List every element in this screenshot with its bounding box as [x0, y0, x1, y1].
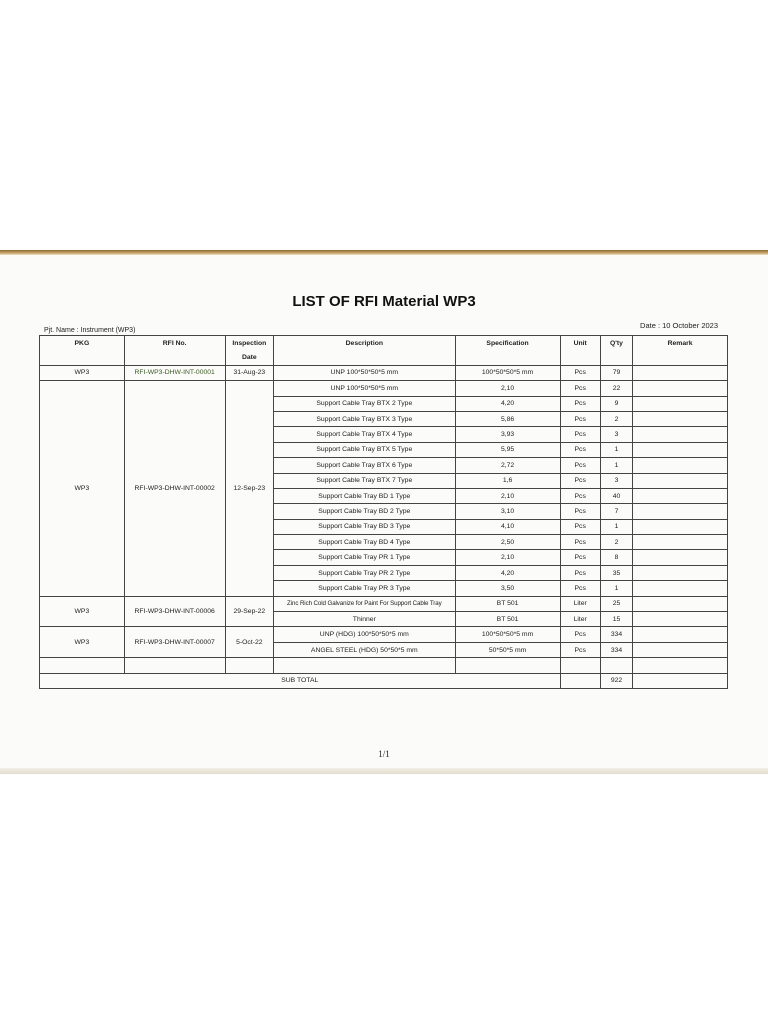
header-row-1 [40, 336, 728, 351]
remark-cell [633, 442, 728, 457]
header-unit: Unit [560, 336, 600, 366]
rfi-no-cell: RFI-WP3-DHW-INT-00001 [124, 365, 225, 380]
specification-cell: 2,10 [455, 488, 560, 503]
subtotal-value: 922 [600, 673, 632, 688]
unit-cell: Pcs [560, 504, 600, 519]
unit-cell: Liter [560, 596, 600, 611]
description-cell: Support Cable Tray BD 3 Type [274, 519, 456, 534]
qty-cell: 35 [600, 565, 632, 580]
unit-cell: Pcs [560, 550, 600, 565]
description-cell: Support Cable Tray BTX 7 Type [274, 473, 456, 488]
table-row [40, 627, 728, 642]
qty-cell: 1 [600, 581, 632, 596]
header-remark: Remark [633, 336, 728, 366]
pkg-cell: WP3 [40, 365, 125, 380]
unit-cell: Pcs [560, 411, 600, 426]
description-cell: Support Cable Tray BD 2 Type [274, 504, 456, 519]
description-cell: UNP (HDG) 100*50*50*5 mm [274, 627, 456, 642]
description-cell: UNP 100*50*50*5 mm [274, 365, 456, 380]
unit-cell: Pcs [560, 396, 600, 411]
remark-cell [633, 535, 728, 550]
specification-cell: 5,95 [455, 442, 560, 457]
qty-cell: 1 [600, 442, 632, 457]
header-qty: Q'ty [600, 336, 632, 366]
unit-cell: Pcs [560, 442, 600, 457]
description-cell: Support Cable Tray BTX 4 Type [274, 427, 456, 442]
page-number: 1/1 [378, 749, 390, 759]
remark-cell [633, 627, 728, 642]
remark-cell [633, 381, 728, 396]
pkg-cell: WP3 [40, 627, 125, 658]
blank-row [40, 658, 728, 673]
qty-cell: 1 [600, 519, 632, 534]
rfi-material-table [39, 335, 728, 689]
specification-cell: 3,10 [455, 504, 560, 519]
qty-cell: 3 [600, 473, 632, 488]
qty-cell: 3 [600, 427, 632, 442]
inspection-date-cell: 12-Sep-23 [225, 381, 273, 596]
header-rfi-no: RFI No. [124, 336, 225, 366]
pkg-cell: WP3 [40, 381, 125, 596]
remark-cell [633, 427, 728, 442]
specification-cell: BT 501 [455, 596, 560, 611]
unit-cell: Pcs [560, 535, 600, 550]
inspection-date-cell: 31-Aug-23 [225, 365, 273, 380]
remark-cell [633, 473, 728, 488]
qty-cell: 40 [600, 488, 632, 503]
description-cell: Support Cable Tray BD 4 Type [274, 535, 456, 550]
specification-cell: 3,93 [455, 427, 560, 442]
specification-cell: 5,86 [455, 411, 560, 426]
specification-cell: 4,20 [455, 396, 560, 411]
remark-cell [633, 411, 728, 426]
qty-cell: 334 [600, 627, 632, 642]
remark-cell [633, 612, 728, 627]
qty-cell: 25 [600, 596, 632, 611]
description-cell: Support Cable Tray PR 1 Type [274, 550, 456, 565]
document-sheet [0, 255, 768, 768]
unit-cell: Pcs [560, 473, 600, 488]
specification-cell: 4,20 [455, 565, 560, 580]
subtotal-row [40, 673, 728, 688]
unit-cell: Pcs [560, 488, 600, 503]
document-date: Date : 10 October 2023 [640, 321, 718, 330]
rfi-no-cell: RFI-WP3-DHW-INT-00007 [124, 627, 225, 658]
unit-cell: Pcs [560, 627, 600, 642]
qty-cell: 9 [600, 396, 632, 411]
qty-cell: 15 [600, 612, 632, 627]
specification-cell: BT 501 [455, 612, 560, 627]
description-cell: UNP 100*50*50*5 mm [274, 381, 456, 396]
description-cell: Support Cable Tray BTX 2 Type [274, 396, 456, 411]
specification-cell: 2,10 [455, 550, 560, 565]
unit-cell: Pcs [560, 427, 600, 442]
header-pkg: PKG [40, 336, 125, 366]
table-surface-bottom [0, 768, 768, 774]
qty-cell: 2 [600, 535, 632, 550]
remark-cell [633, 565, 728, 580]
specification-cell: 4,10 [455, 519, 560, 534]
specification-cell: 2,72 [455, 458, 560, 473]
table-row [40, 596, 728, 611]
unit-cell: Pcs [560, 458, 600, 473]
remark-cell [633, 519, 728, 534]
rfi-no-cell: RFI-WP3-DHW-INT-00006 [124, 596, 225, 627]
specification-cell: 1,6 [455, 473, 560, 488]
unit-cell: Pcs [560, 565, 600, 580]
qty-cell: 7 [600, 504, 632, 519]
qty-cell: 1 [600, 458, 632, 473]
inspection-date-cell: 29-Sep-22 [225, 596, 273, 627]
remark-cell [633, 596, 728, 611]
qty-cell: 334 [600, 642, 632, 657]
unit-cell: Pcs [560, 581, 600, 596]
pkg-cell: WP3 [40, 596, 125, 627]
header-date: Date [225, 350, 273, 365]
inspection-date-cell: 5-Oct-22 [225, 627, 273, 658]
description-cell: Thinner [274, 612, 456, 627]
remark-cell [633, 642, 728, 657]
description-cell: Support Cable Tray BD 1 Type [274, 488, 456, 503]
table-row [40, 381, 728, 396]
description-cell: ANGEL STEEL (HDG) 50*50*5 mm [274, 642, 456, 657]
qty-cell: 22 [600, 381, 632, 396]
subtotal-label: SUB TOTAL [40, 673, 561, 688]
remark-cell [633, 365, 728, 380]
unit-cell: Liter [560, 612, 600, 627]
description-cell: Support Cable Tray BTX 6 Type [274, 458, 456, 473]
description-cell: Support Cable Tray PR 2 Type [274, 565, 456, 580]
unit-cell: Pcs [560, 365, 600, 380]
description-cell: Zinc Rich Cold Galvanize for Paint For Support Cable Tray [274, 596, 456, 611]
qty-cell: 79 [600, 365, 632, 380]
document-title: LIST OF RFI Material WP3 [292, 293, 476, 310]
remark-cell [633, 488, 728, 503]
description-cell: Support Cable Tray PR 3 Type [274, 581, 456, 596]
unit-cell: Pcs [560, 519, 600, 534]
specification-cell: 2,10 [455, 381, 560, 396]
specification-cell: 3,50 [455, 581, 560, 596]
unit-cell: Pcs [560, 642, 600, 657]
header-description: Description [274, 336, 456, 366]
specification-cell: 2,50 [455, 535, 560, 550]
qty-cell: 8 [600, 550, 632, 565]
unit-cell: Pcs [560, 381, 600, 396]
table-body [40, 365, 728, 688]
specification-cell: 50*50*5 mm [455, 642, 560, 657]
remark-cell [633, 581, 728, 596]
qty-cell: 2 [600, 411, 632, 426]
header-specification: Specification [455, 336, 560, 366]
specification-cell: 100*50*50*5 mm [455, 627, 560, 642]
remark-cell [633, 550, 728, 565]
table-row [40, 365, 728, 380]
remark-cell [633, 504, 728, 519]
specification-cell: 100*50*50*5 mm [455, 365, 560, 380]
description-cell: Support Cable Tray BTX 5 Type [274, 442, 456, 457]
remark-cell [633, 458, 728, 473]
project-name: Pjt. Name : Instrument (WP3) [44, 327, 136, 334]
description-cell: Support Cable Tray BTX 3 Type [274, 411, 456, 426]
header-inspection: Inspection [225, 336, 273, 351]
remark-cell [633, 396, 728, 411]
rfi-no-cell: RFI-WP3-DHW-INT-00002 [124, 381, 225, 596]
